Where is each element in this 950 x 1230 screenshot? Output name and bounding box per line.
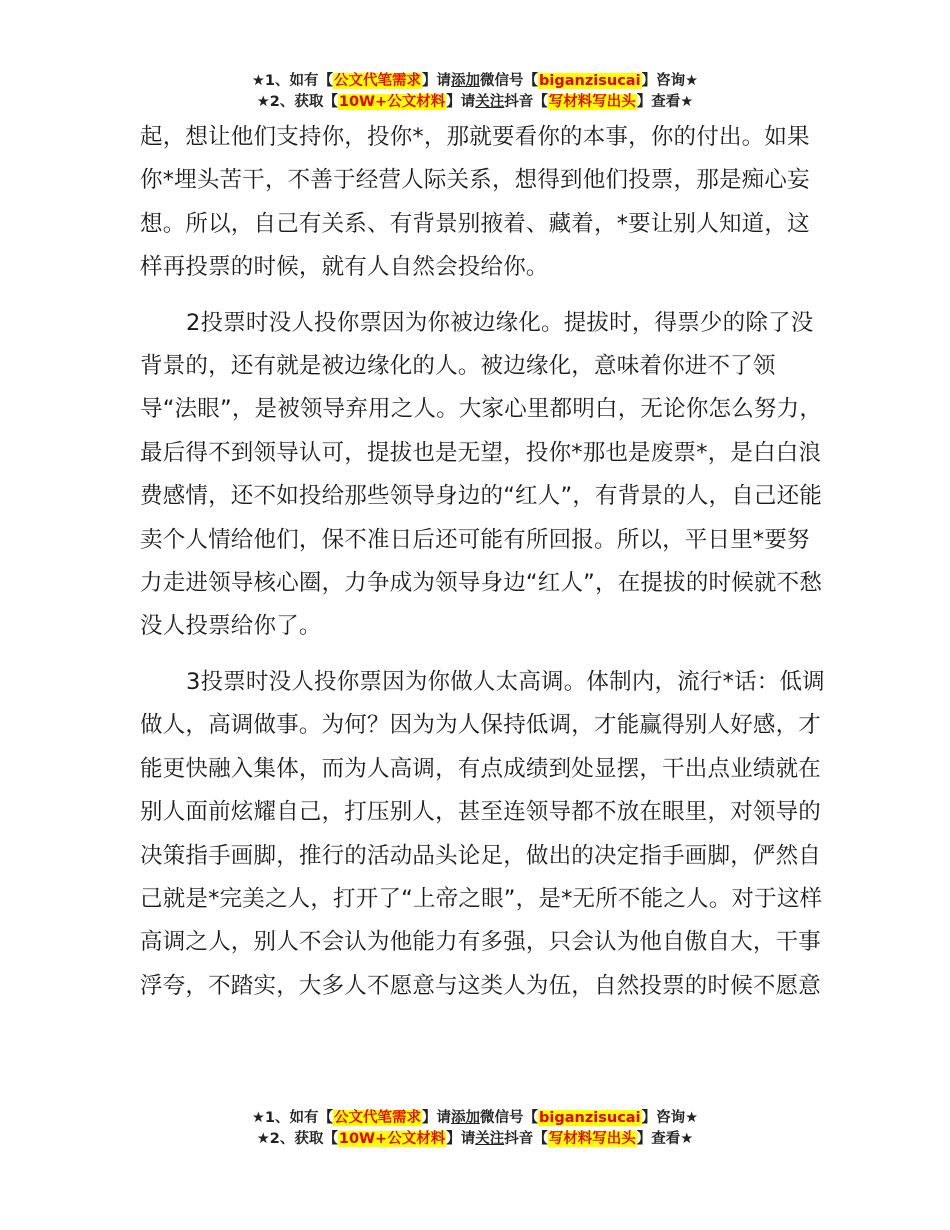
footer-highlight-materials: 10W+公文材料	[338, 1131, 446, 1147]
highlight-ghostwriting: 公文代笔需求	[334, 73, 422, 89]
highlight-materials: 10W+公文材料	[338, 94, 446, 110]
footer-banner	[0, 1108, 950, 1150]
paragraph-1: 起，想让他们支持你，投你*，那就要看你的本事，你的付出。如果你*埋头苦干，不善于经营人际关系，想得到他们投票，那是痴心妄想。所以，自己有关系、有背景别掖着、藏着，*要让别人知道，这样再投票的时候，就有人自然会投给你。	[140, 124, 810, 281]
footer-highlight-ghostwriting: 公文代笔需求	[334, 1110, 422, 1126]
document-body	[140, 116, 830, 1008]
paragraph-2: 2投票时没人投你票因为你被边缘化。提拔时，得票少的除了没背景的，还有就是被边缘化的人。被边缘化，意味着你进不了领导“法眼”，是被领导弃用之人。大家心里都明白，无论你怎么努力，最后得不到领导认可，提拔也是无望，投你*那也是废票*，是白白浪费感情，还不如投给那些领导身边的“红人”，有背景的人，自己还能卖个人情给他们，保不准日后还可能有所回报。所以，平日里*要努力走进领导核心圈，力争成为领导身边“红人”，在提拔的时候就不愁没人投票给你了。	[140, 309, 823, 640]
footer-highlight-douyin-account: 写材料写出头	[548, 1131, 636, 1147]
highlight-douyin-account: 写材料写出头	[548, 94, 636, 110]
banner-line-2: ★2、获取【10W+公文材料】请关注抖音【写材料写出头】查看★	[256, 94, 694, 110]
footer-line-2: ★2、获取【10W+公文材料】请关注抖音【写材料写出头】查看★	[256, 1131, 694, 1147]
footer-highlight-wechat-id: biganzisucai	[539, 1110, 641, 1126]
header-banner	[0, 71, 950, 113]
footer-line-1: ★1、如有【公文代笔需求】请添加微信号【biganzisucai】咨询★	[251, 1110, 699, 1126]
banner-line-1: ★1、如有【公文代笔需求】请添加微信号【biganzisucai】咨询★	[251, 73, 699, 89]
highlight-wechat-id: biganzisucai	[539, 73, 641, 89]
paragraph-3: 3投票时没人投你票因为你做人太高调。体制内，流行*话：低调做人，高调做事。为何？因为为人保持低调，才能赢得别人好感，才能更快融入集体，而为人高调，有点成绩到处显摆，干出点业绩就在别人面前炫耀自己，打压别人，甚至连领导都不放在眼里，对领导的决策指手画脚，推行的活动品头论足，做出的决定指手画脚，俨然自己就是*完美之人，打开了“上帝之眼”，是*无所不能之人。对于这样高调之人，别人不会认为他能力有多强，只会认为他自傲自大，干事浮夸，不踏实，大多人不愿意与这类人为伍，自然投票的时候不愿意	[140, 668, 825, 999]
